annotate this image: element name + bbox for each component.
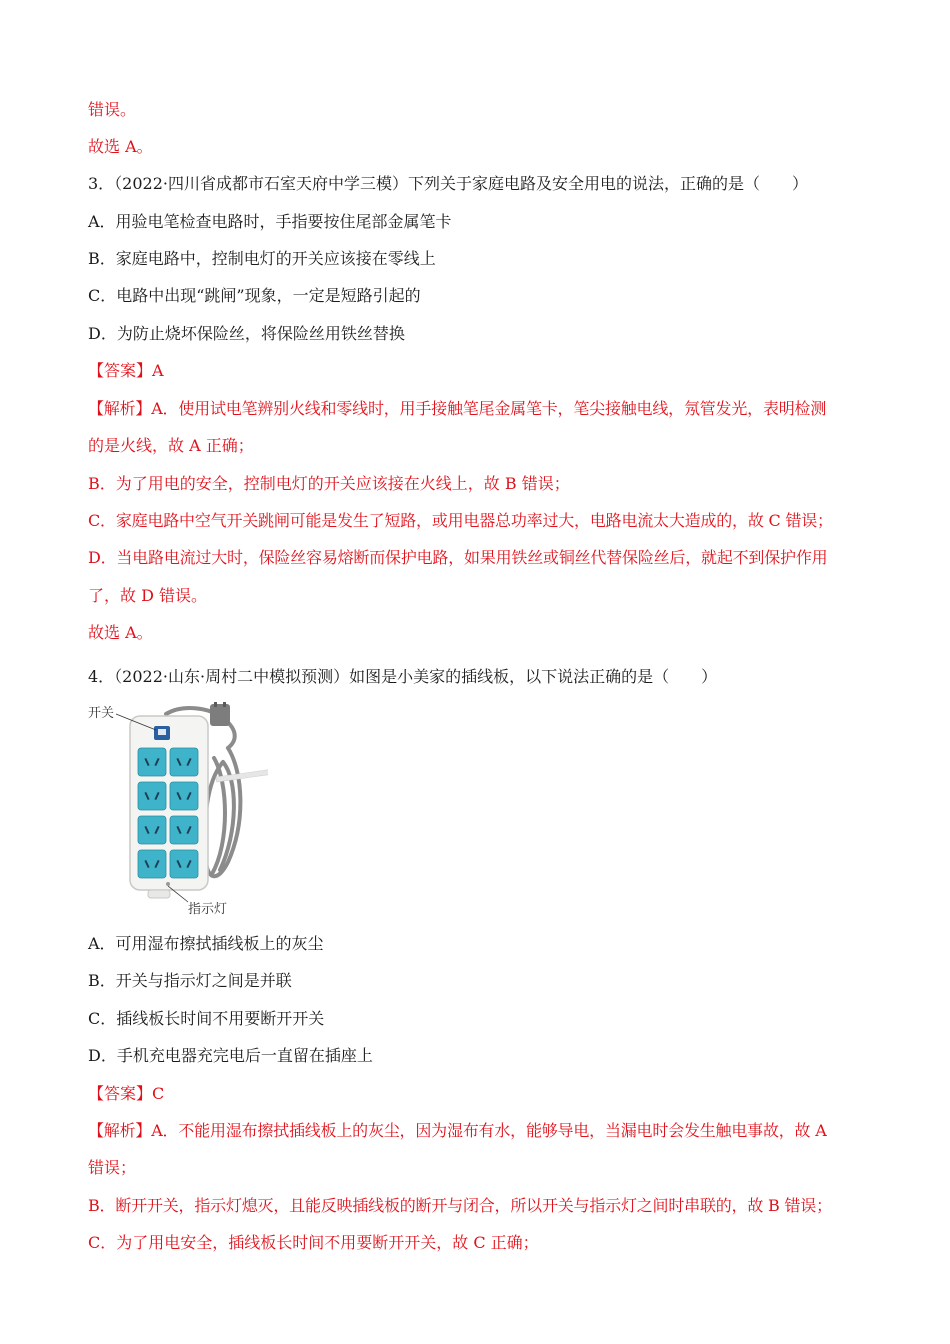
q4-stem: 4．（2022·山东·周村二中模拟预测）如图是小美家的插线板，以下说法正确的是（ ）: [88, 667, 718, 686]
q3-option-b: B．家庭电路中，控制电灯的开关应该接在零线上: [88, 249, 436, 268]
q3-analysis-line-4: C．家庭电路中空气开关跳闸可能是发生了短路，或用电器总功率过大，电路电流太大造成的，故 C 错误；: [88, 511, 833, 530]
switch-label: 开关: [88, 706, 115, 721]
q3-choose: 故选 A。: [88, 623, 153, 642]
q4-analysis-line-3: B．断开开关，指示灯熄灭，且能反映插线板的断开与闭合，所以开关与指示灯之间时串联的，故 B 错误；: [88, 1196, 832, 1215]
q4-answer: 【答案】C: [88, 1084, 165, 1103]
q4-option-a: A．可用湿布擦拭插线板上的灰尘: [88, 934, 324, 953]
q3-analysis-line-3: B．为了用电的安全，控制电灯的开关应该接在火线上，故 B 错误；: [88, 474, 570, 493]
power-strip-figure: [88, 702, 268, 922]
q4-analysis-line-1: 【解析】A．不能用湿布擦拭插线板上的灰尘，因为湿布有水，能够导电，当漏电时会发生触电事故，故 A: [88, 1121, 827, 1140]
plug-icon: [210, 702, 230, 726]
indicator-light-icon: [166, 882, 170, 886]
q4-analysis-line-2: 错误；: [88, 1158, 137, 1177]
q4-option-d: D．手机充电器充完电后一直留在插座上: [88, 1046, 373, 1065]
q3-analysis-line-5: D．当电路电流过大时，保险丝容易熔断而保护电路，如果用铁丝或铜丝代替保险丝后，就起不到保护作用: [88, 548, 828, 567]
q3-analysis-line-2: 的是火线，故 A 正确；: [88, 436, 254, 455]
prev-error-tail: 错误。: [88, 100, 137, 119]
q3-option-c: C．电路中出现“跳闸”现象，一定是短路引起的: [88, 286, 421, 305]
q4-option-c: C．插线板长时间不用要断开开关: [88, 1009, 325, 1028]
q3-stem: 3．（2022·四川省成都市石室天府中学三模）下列关于家庭电路及安全用电的说法，正确的是（ ）: [88, 174, 808, 193]
q3-option-a: A．用验电笔检查电路时，手指要按住尾部金属笔卡: [88, 212, 452, 231]
q4-option-b: B．开关与指示灯之间是并联: [88, 971, 292, 990]
indicator-label: 指示灯: [188, 902, 228, 917]
q3-analysis-line-6: 了，故 D 错误。: [88, 586, 208, 605]
prev-choose: 故选 A。: [88, 137, 153, 156]
q3-analysis-line-1: 【解析】A．使用试电笔辨别火线和零线时，用手接触笔尾金属笔卡，笔尖接触电线，氖管发光，表明检测: [88, 399, 827, 418]
switch-icon: [154, 726, 170, 740]
q4-analysis-line-4: C．为了用电安全，插线板长时间不用要断开开关，故 C 正确；: [88, 1233, 539, 1252]
q3-option-d: D．为防止烧坏保险丝，将保险丝用铁丝替换: [88, 324, 405, 343]
q3-answer: 【答案】A: [88, 361, 164, 380]
